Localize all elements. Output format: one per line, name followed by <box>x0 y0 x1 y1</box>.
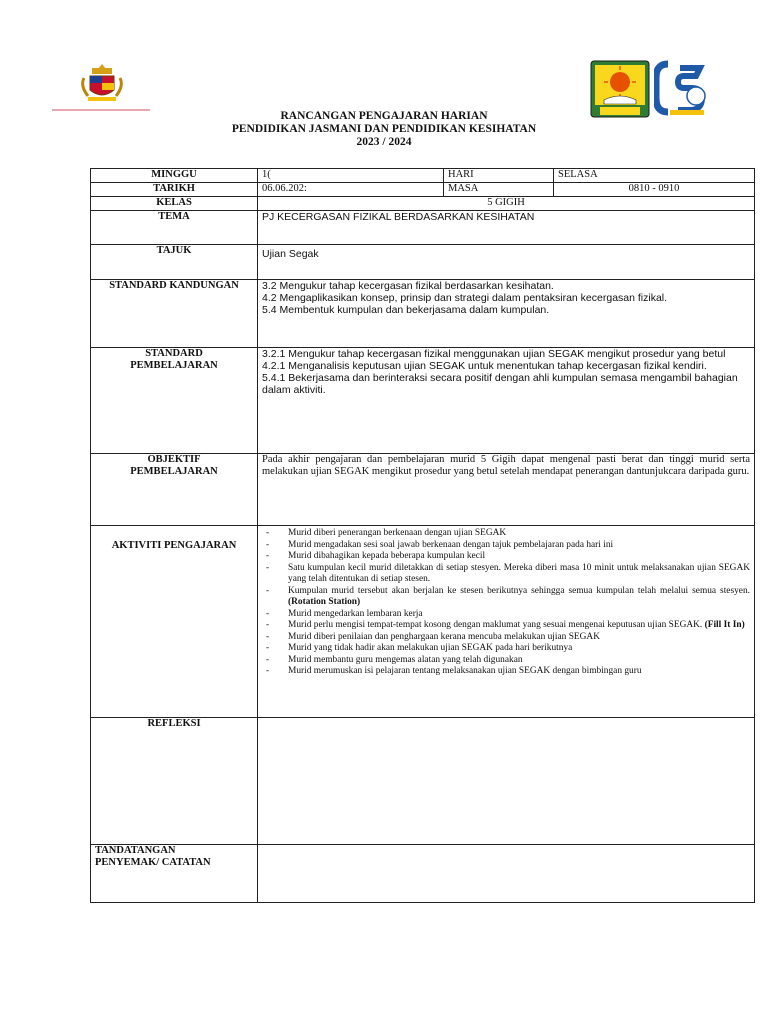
row-tandatangan <box>91 845 755 903</box>
tarikh-label: TARIKH <box>91 183 258 197</box>
activity-item <box>288 551 750 563</box>
activity-text: Murid dibahagikan kepada beberapa kumpulan kecil <box>288 551 486 561</box>
activity-text: Murid perlu mengisi tempat-tempat kosong dengan maklumat yang sesuai mengenai keputusan ujian SEGAK. <box>288 620 705 630</box>
refleksi-label: REFLEKSI <box>91 718 258 845</box>
hari-label: HARI <box>444 169 554 183</box>
activity-item <box>288 632 750 644</box>
activity-text: Murid membantu guru mengemas alatan yang telah digunakan <box>288 654 523 665</box>
hari-value: SELASA <box>554 169 755 183</box>
activity-text: Murid mengedarkan lembaran kerja <box>288 608 423 619</box>
sp-label-line1: STANDARD <box>145 348 203 359</box>
activity-item <box>288 666 750 678</box>
activity-item <box>288 643 750 655</box>
obj-label-line2: PEMBELAJARAN <box>130 466 218 477</box>
standard-kandungan-value <box>258 280 755 348</box>
activity-keyword: (Fill It In) <box>704 620 745 630</box>
tt-label-line2: PENYEMAK/ CATATAN <box>95 857 211 868</box>
standard-pembelajaran-label <box>91 348 258 454</box>
row-standard-kandungan <box>91 280 755 348</box>
activity-item <box>288 586 750 609</box>
activity-list <box>262 528 750 678</box>
activity-item <box>288 655 750 667</box>
refleksi-value <box>258 718 755 845</box>
sp-item: 5.4.1 Bekerjasama dan berinteraksi secara positif dengan ahli kumpulan semasa mengambil bahagian dalam aktiviti. <box>262 372 738 396</box>
row-refleksi <box>91 718 755 845</box>
activity-text: Murid yang tidak hadir akan melakukan ujian SEGAK pada hari berikutnya <box>288 643 573 653</box>
sp-item: 4.2.1 Menganalisis keputusan ujian SEGAK untuk menentukan tahap kecergasan fizikal kendiri. <box>262 360 707 372</box>
activity-item <box>288 563 750 586</box>
sk-item: 4.2 Mengaplikasikan konsep, prinsip dan strategi dalam pentaksiran kecergasan fizikal. <box>262 292 668 304</box>
masa-label: MASA <box>444 183 554 197</box>
activity-item <box>288 540 750 552</box>
header-subject: PENDIDIKAN JASMANI DAN PENDIDIKAN KESIHATAN <box>231 123 537 135</box>
header-title: RANCANGAN PENGAJARAN HARIAN <box>280 110 488 122</box>
objektif-value: Pada akhir pengajaran dan pembelajaran murid 5 Gigih dapat mengenal pasti berat dan tinggi murid serta melakukan ujian SEGAK mengikut prosedur yang betul setelah mendapat penerangan dantunjukcara daripada guru. <box>258 454 755 526</box>
row-aktiviti <box>91 526 755 718</box>
row-tajuk <box>91 245 755 280</box>
tema-value: PJ KECERGASAN FIZIKAL BERDASARKAN KESIHATAN <box>258 211 755 245</box>
row-tema <box>91 211 755 245</box>
sk-item: 5.4 Membentuk kumpulan dan bekerjasama dalam kumpulan. <box>262 304 550 316</box>
row-kelas <box>91 197 755 211</box>
kelas-value: 5 GIGIH <box>258 197 755 211</box>
obj-label-line1: OBJEKTIF <box>147 454 201 465</box>
activity-item <box>288 528 750 540</box>
activity-item <box>288 620 750 632</box>
tandatangan-label <box>91 845 258 903</box>
standard-kandungan-label: STANDARD KANDUNGAN <box>91 280 258 348</box>
row-tarikh <box>91 183 755 197</box>
header-year: 2023 / 2024 <box>356 136 412 148</box>
tema-label: TEMA <box>91 211 258 245</box>
standard-pembelajaran-value <box>258 348 755 454</box>
activity-text: Murid merumuskan isi pelajaran tentang melaksanakan ujian SEGAK dengan bimbingan guru <box>288 666 642 676</box>
sk-item: 3.2 Mengukur tahap kecergasan fizikal berdasarkan kesihatan. <box>262 280 554 292</box>
tajuk-value: Ujian Segak <box>258 245 755 280</box>
activity-text: Murid diberi penilaian dan penghargaan kerana mencuba melakukan ujian SEGAK <box>288 631 600 642</box>
row-standard-pembelajaran <box>91 348 755 454</box>
lesson-plan-table <box>90 168 755 903</box>
activity-keyword: (Rotation Station) <box>288 597 361 607</box>
aktiviti-value <box>258 526 755 718</box>
sp-label-line2: PEMBELAJARAN <box>130 360 218 371</box>
aktiviti-label: AKTIVITI PENGAJARAN <box>91 526 258 718</box>
tt-label-line1: TANDATANGAN <box>95 845 176 856</box>
tandatangan-value <box>258 845 755 903</box>
activity-text: Murid mengadakan sesi soal jawab berkenaan dengan tajuk pembelajaran pada hari ini <box>288 539 614 550</box>
activity-item <box>288 609 750 621</box>
activity-text: Murid diberi penerangan berkenaan dengan ujian SEGAK <box>288 528 507 538</box>
document-header <box>0 110 768 149</box>
activity-text: Kumpulan murid tersebut akan berjalan ke stesen berikutnya sehingga semua kumpulan telah melalui semua stesyen. <box>288 585 750 596</box>
minggu-value: 1( <box>258 169 444 183</box>
activity-text: Satu kumpulan kecil murid diletakkan di setiap stesyen. Mereka diberi masa 10 minit untuk melaksanakan ujian SEGAK yang telah ditentukan di setiap stesen. <box>288 562 750 584</box>
kelas-label: KELAS <box>91 197 258 211</box>
tarikh-value: 06.06.202: <box>258 183 444 197</box>
minggu-label: MINGGU <box>91 169 258 183</box>
objektif-label <box>91 454 258 526</box>
masa-value: 0810 - 0910 <box>554 183 755 197</box>
sp-item: 3.2.1 Mengukur tahap kecergasan fizikal menggunakan ujian SEGAK mengikut prosedur yang betul <box>262 348 726 360</box>
tajuk-label: TAJUK <box>91 245 258 280</box>
row-objektif <box>91 454 755 526</box>
row-minggu <box>91 169 755 183</box>
